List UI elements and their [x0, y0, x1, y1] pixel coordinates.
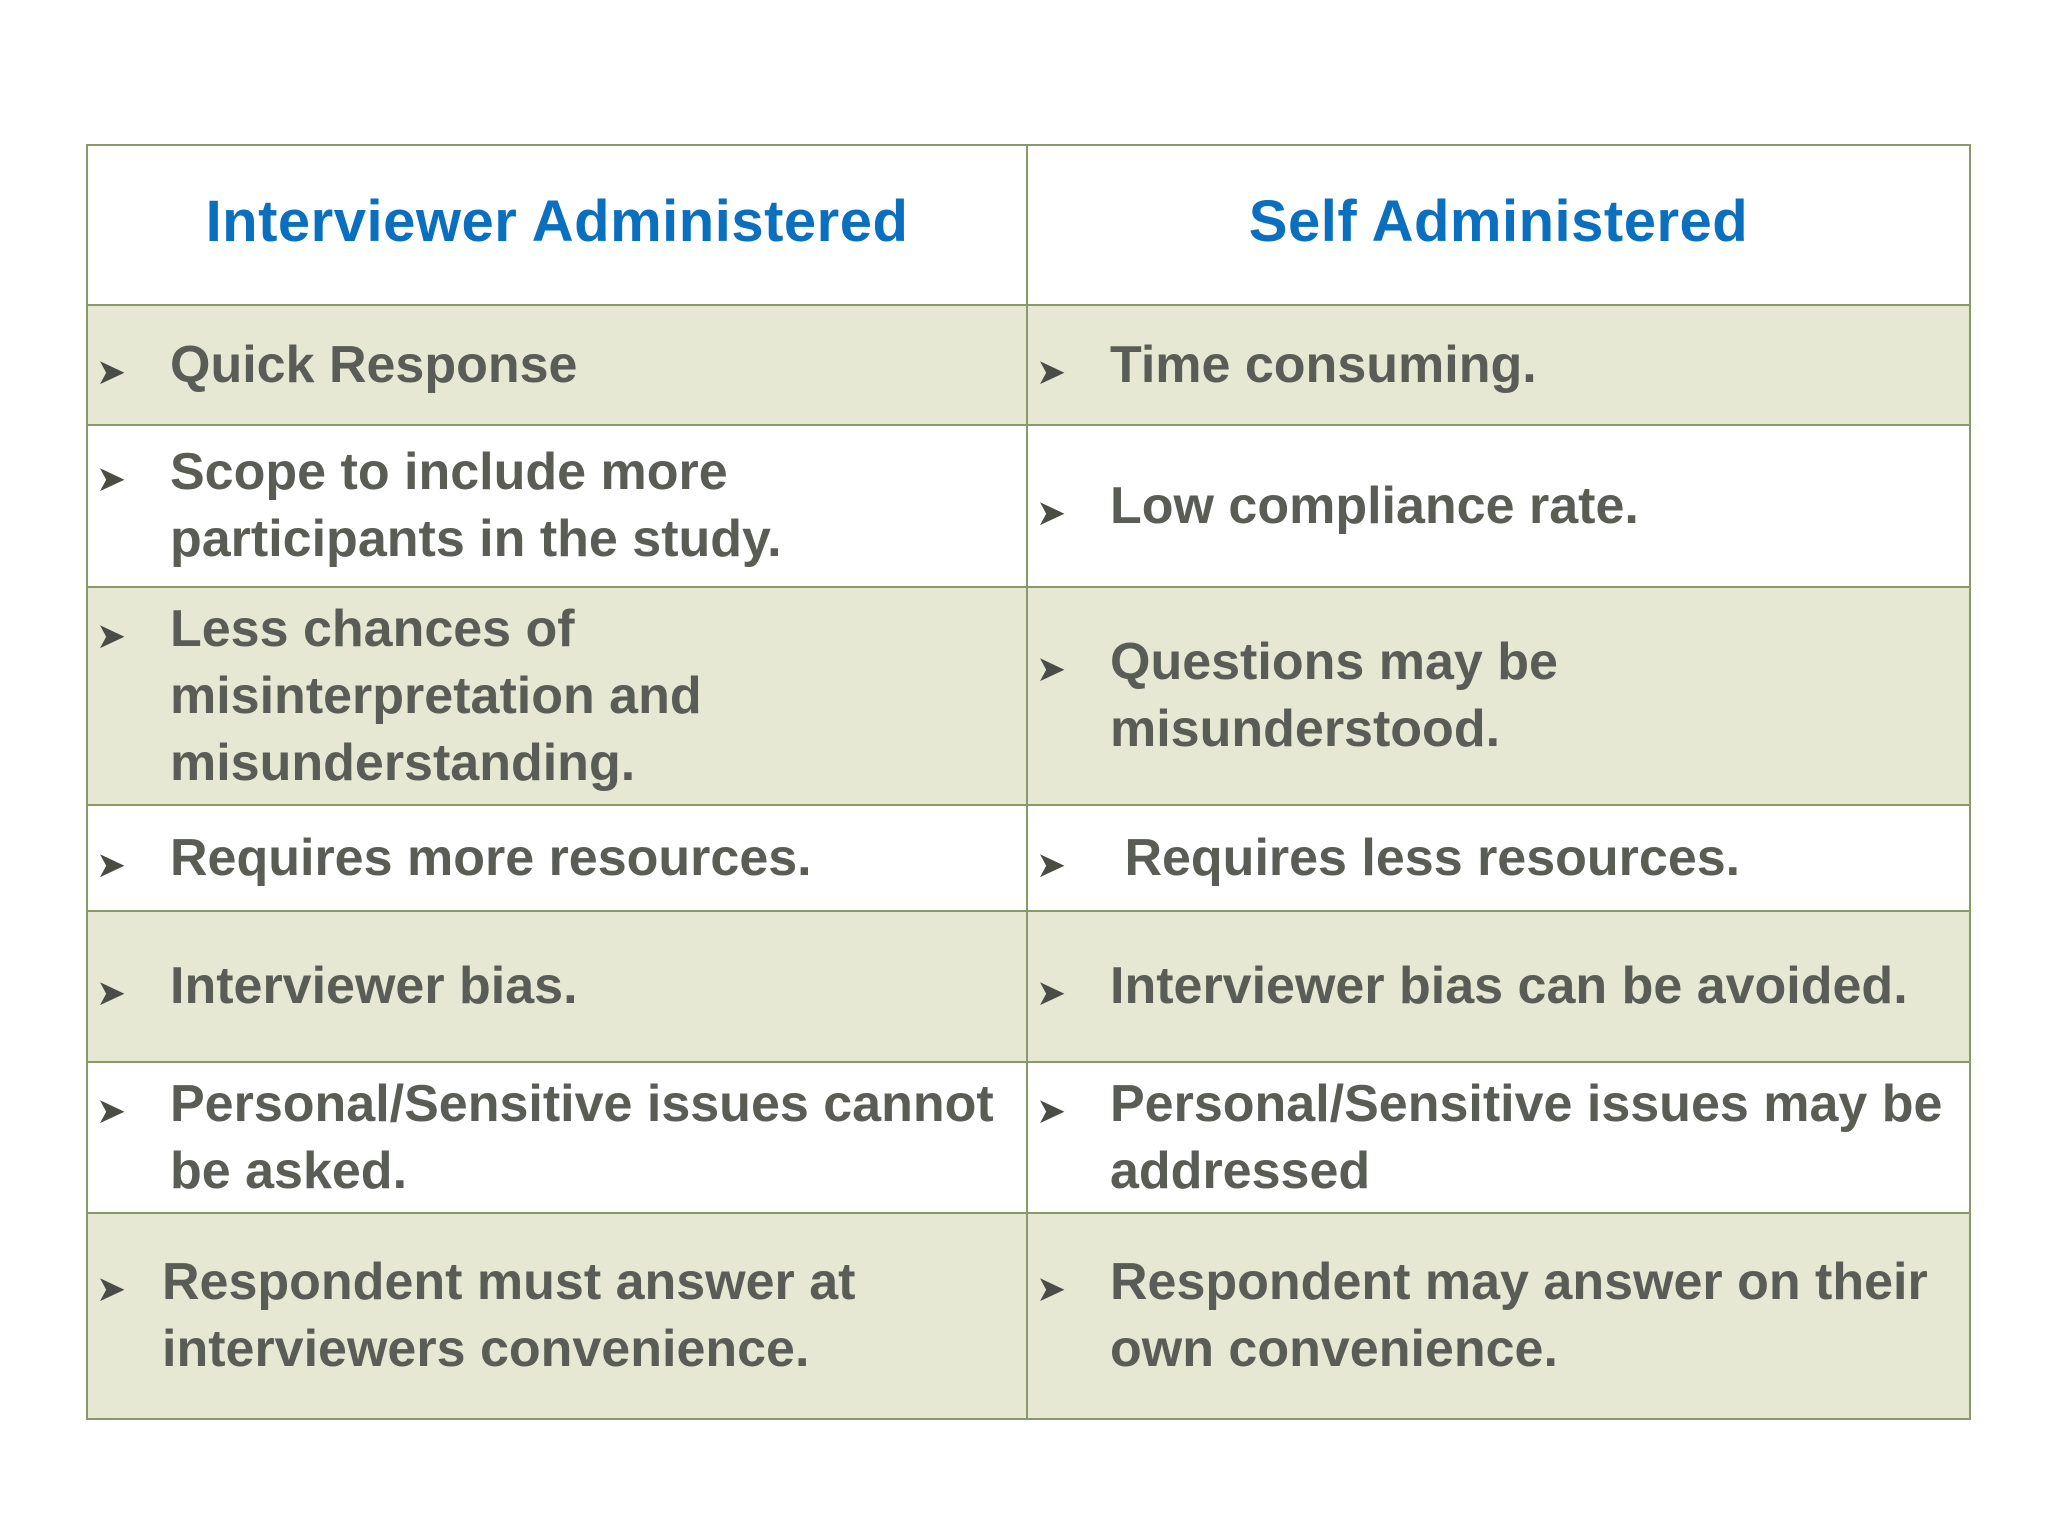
arrow-bullet-icon: ➤	[1036, 1268, 1067, 1309]
table-row	[87, 1213, 1970, 1419]
arrow-bullet-icon: ➤	[96, 458, 127, 499]
arrow-bullet-icon: ➤	[96, 1268, 127, 1309]
column-header-self: Self Administered	[1027, 145, 1970, 305]
arrow-bullet-icon: ➤	[96, 350, 127, 392]
table-row	[87, 587, 1970, 805]
comparison-table	[86, 144, 1971, 1420]
arrow-bullet-icon: ➤	[1036, 972, 1067, 1013]
cell-text: Quick Response	[170, 335, 578, 394]
cell-text: Personal/Sensitive issues may be addressed	[1110, 1074, 1943, 1200]
column-header-interviewer: Interviewer Administered	[87, 145, 1027, 305]
table-cell-left	[87, 587, 1027, 805]
table-cell-left	[87, 305, 1027, 425]
cell-text: Requires less resources.	[1110, 828, 1741, 887]
cell-text: Scope to include more participants in the study.	[170, 443, 782, 568]
table-cell-right	[1027, 911, 1970, 1062]
arrow-bullet-icon: ➤	[96, 1089, 127, 1131]
table-row	[87, 1062, 1970, 1213]
cell-text: Low compliance rate.	[1110, 476, 1639, 535]
table-row	[87, 911, 1970, 1062]
table-cell-right	[1027, 805, 1970, 911]
cell-text: Interviewer bias.	[170, 957, 578, 1015]
arrow-bullet-icon: ➤	[96, 614, 127, 656]
cell-text: Respondent must answer at interviewers convenience.	[162, 1253, 856, 1378]
table-cell-right	[1027, 305, 1970, 425]
table-cell-left	[87, 1062, 1027, 1213]
table-row	[87, 425, 1970, 587]
cell-text: Time consuming.	[1110, 335, 1537, 394]
cell-text: Respondent may answer on their own convenience.	[1110, 1253, 1928, 1378]
cell-text: Requires more resources.	[170, 828, 812, 887]
table-cell-left	[87, 805, 1027, 911]
table-cell-right	[1027, 587, 1970, 805]
table-row	[87, 305, 1970, 425]
table-cell-right	[1027, 1213, 1970, 1419]
cell-text: Personal/Sensitive issues cannot be asked.	[170, 1074, 994, 1200]
arrow-bullet-icon: ➤	[1036, 491, 1067, 533]
table-cell-left	[87, 1213, 1027, 1419]
table-row	[87, 805, 1970, 911]
arrow-bullet-icon: ➤	[1036, 843, 1067, 885]
cell-text: Questions may be misunderstood.	[1110, 633, 1558, 758]
cell-text: Less chances of misinterpretation and misunderstanding.	[170, 599, 702, 792]
arrow-bullet-icon: ➤	[1036, 350, 1067, 392]
table-cell-left	[87, 911, 1027, 1062]
table-cell-left	[87, 425, 1027, 587]
cell-text: Interviewer bias can be avoided.	[1110, 957, 1908, 1015]
arrow-bullet-icon: ➤	[96, 843, 127, 885]
arrow-bullet-icon: ➤	[1036, 1089, 1067, 1131]
table-header-row	[87, 145, 1970, 305]
arrow-bullet-icon: ➤	[96, 972, 127, 1013]
arrow-bullet-icon: ➤	[1036, 648, 1067, 689]
table-cell-right	[1027, 425, 1970, 587]
table-cell-right	[1027, 1062, 1970, 1213]
